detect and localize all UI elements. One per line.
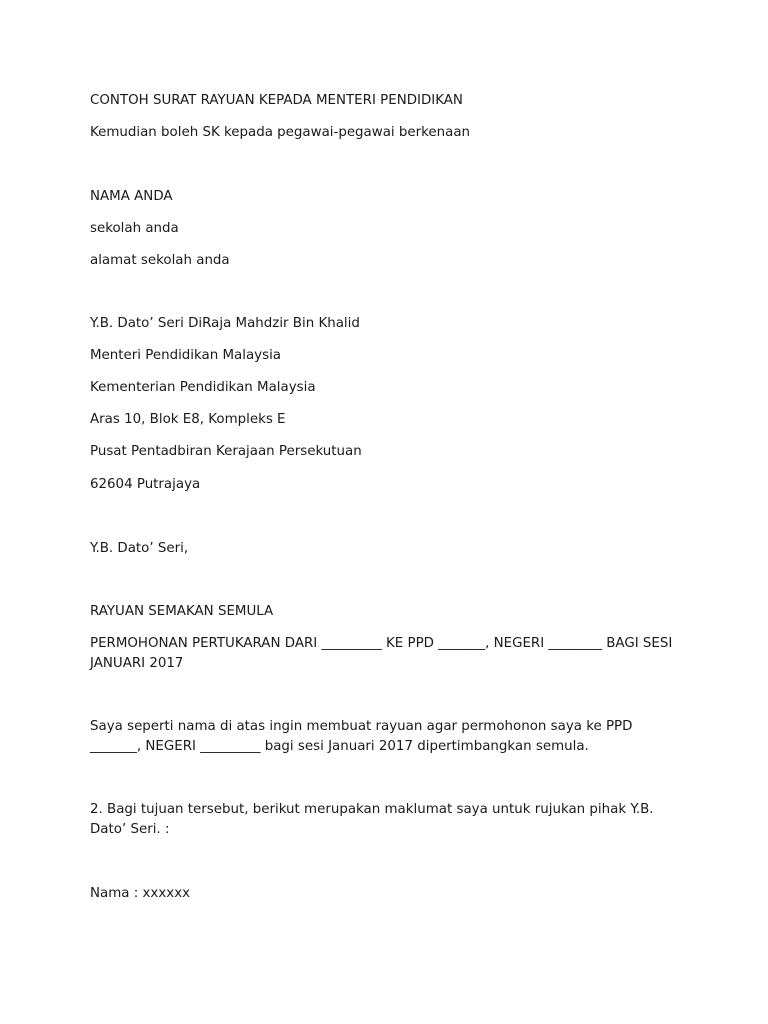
subject: RAYUAN SEMAKAN SEMULA [90, 604, 274, 619]
recipient-line: Aras 10, Blok E8, Kompleks E [90, 412, 286, 427]
letter-heading: CONTOH SURAT RAYUAN KEPADA MENTERI PENDIDIKAN [90, 93, 463, 108]
recipient-line: 62604 Putrajaya [90, 477, 201, 492]
body-paragraph: Saya seperti nama di atas ingin membuat rayuan agar permohonon saya ke PPD _______, NEGERI _________ bagi sesi Januari 2017 dipertimbangkan semula. [90, 719, 633, 754]
salutation: Y.B. Dato’ Seri, [90, 541, 189, 556]
recipient-line: Y.B. Dato’ Seri DiRaja Mahdzir Bin Khalid [90, 316, 360, 331]
recipient-line: Menteri Pendidikan Malaysia [90, 348, 281, 363]
subject-detail: PERMOHONAN PERTUKARAN DARI _________ KE PPD _______, NEGERI ________ BAGI SESI JANUARI 2017 [90, 636, 673, 671]
body-paragraph: 2. Bagi tujuan tersebut, berikut merupakan maklumat saya untuk rujukan pihak Y.B. Dato’ Seri. : [90, 802, 654, 837]
sender-school: sekolah anda [90, 221, 179, 236]
recipient-line: Kementerian Pendidikan Malaysia [90, 380, 316, 395]
letter-note: Kemudian boleh SK kepada pegawai-pegawai berkenaan [90, 125, 471, 140]
sender-name: NAMA ANDA [90, 189, 173, 204]
recipient-line: Pusat Pentadbiran Kerajaan Persekutuan [90, 444, 362, 459]
name-field: Nama : xxxxxx [90, 886, 191, 901]
sender-address: alamat sekolah anda [90, 253, 230, 268]
